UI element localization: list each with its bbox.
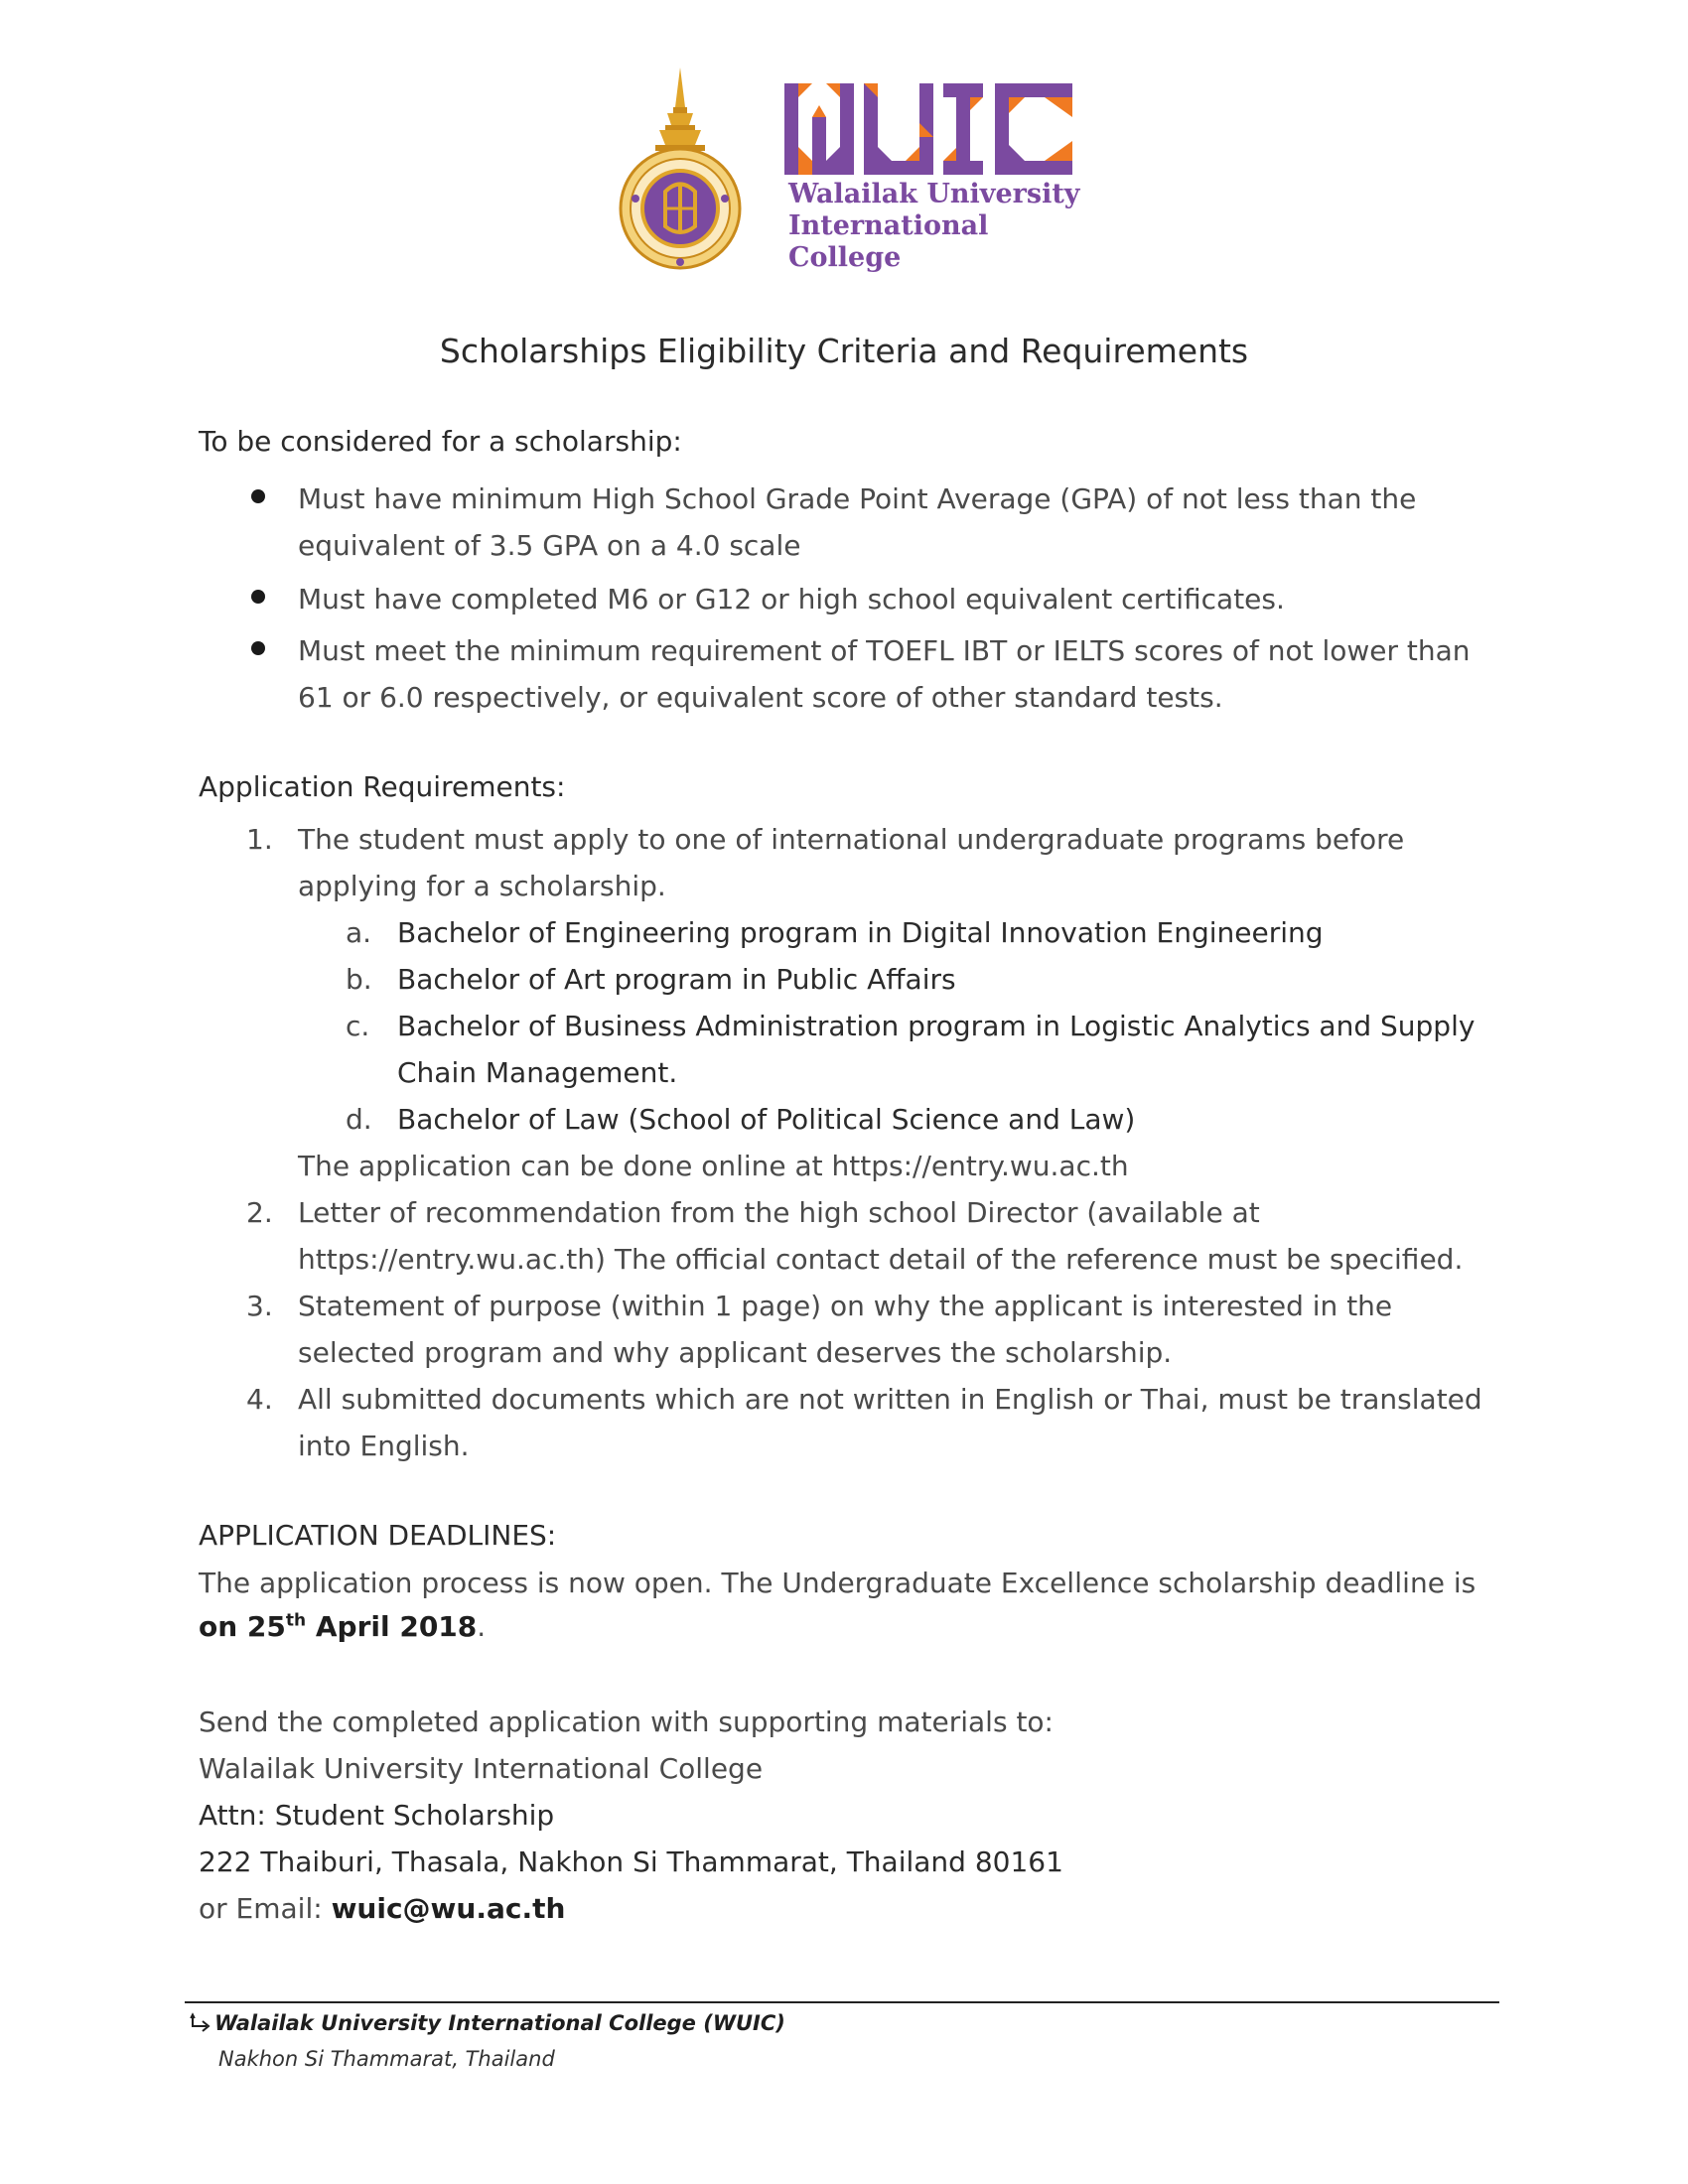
contact-org: Walailak University International College [199, 1752, 764, 1785]
requirement-number: 1. [246, 823, 273, 856]
bullet-icon [251, 641, 265, 655]
logo-name-line-2: International [788, 210, 989, 241]
deadline-date-ordinal: th [285, 1610, 307, 1631]
program-letter: a. [346, 916, 372, 949]
requirement-number: 4. [246, 1383, 273, 1416]
footer-college-name: Walailak University International College (WUIC) [214, 2011, 785, 2035]
wuic-logo [616, 68, 1082, 276]
deadlines-heading: APPLICATION DEADLINES: [199, 1519, 557, 1552]
eligibility-item-text: Must meet the minimum requirement of TOEFL IBT or IELTS scores of not lower than 61 or 6.0 respectively, or equivalent score of other standard tests. [298, 634, 1471, 714]
program-letter: b. [346, 963, 372, 996]
bullet-icon [251, 590, 265, 604]
program-text: Bachelor of Business Administration program in Logistic Analytics and Supply Chain Management. [397, 1010, 1476, 1089]
contact-email-line [199, 1892, 565, 1925]
contact-address: 222 Thaiburi, Thasala, Nakhon Si Thammarat, Thailand 80161 [199, 1845, 1063, 1878]
requirement-number: 2. [246, 1196, 273, 1229]
program-letter: d. [346, 1103, 372, 1136]
wuic-wordmark-icon [784, 83, 1072, 175]
contact-attn: Attn: Student Scholarship [199, 1799, 555, 1832]
contact-intro: Send the completed application with supporting materials to: [199, 1706, 1054, 1738]
bullet-icon [251, 489, 265, 503]
requirement-text: Statement of purpose (within 1 page) on why the applicant is interested in the selected program and why applicant deserves the scholarship. [298, 1290, 1393, 1369]
deadlines-text: The application process is now open. The Undergraduate Excellence scholarship deadline is [199, 1567, 1477, 1599]
logo-college-name [788, 179, 1086, 274]
deadline-date-suffix: April 2018 [306, 1610, 478, 1643]
deadline-period: . [477, 1610, 487, 1643]
logo-name-line-1: Walailak University [788, 179, 1080, 209]
logo-name-line-3: College [788, 242, 902, 273]
eligibility-item-text: Must have minimum High School Grade Point Average (GPA) of not less than the equivalent of 3.5 GPA on a 4.0 scale [298, 482, 1417, 562]
program-letter: c. [346, 1010, 370, 1042]
university-seal-icon [616, 68, 745, 276]
program-text: Bachelor of Law (School of Political Science and Law) [397, 1103, 1136, 1136]
requirement-text: The student must apply to one of international undergraduate programs before applying for a scholarship. [298, 823, 1405, 902]
program-text: Bachelor of Art program in Public Affairs [397, 963, 956, 996]
requirement-text: All submitted documents which are not written in English or Thai, must be translated into English. [298, 1383, 1482, 1462]
requirements-heading: Application Requirements: [199, 770, 566, 803]
requirement-number: 3. [246, 1290, 273, 1322]
contact-email-label: or Email: [199, 1892, 332, 1925]
eligibility-item-text: Must have completed M6 or G12 or high school equivalent certificates. [298, 583, 1285, 615]
requirement-text: Letter of recommendation from the high school Director (available at https://entry.wu.ac.th) The official contact detail of the reference must be specified. [298, 1196, 1464, 1276]
contact-email-link[interactable]: wuic@wu.ac.th [331, 1892, 566, 1925]
eligibility-heading: To be considered for a scholarship: [199, 425, 682, 458]
page-title: Scholarships Eligibility Criteria and Requirements [439, 332, 1249, 370]
footer-divider [185, 2001, 1499, 2003]
deadline-date [199, 1610, 486, 1643]
deadline-date-prefix: on 25 [199, 1610, 286, 1643]
application-online-note: The application can be done online at https://entry.wu.ac.th [298, 1150, 1129, 1182]
footer-line-1 [189, 2011, 785, 2036]
return-arrow-icon [189, 2012, 214, 2036]
program-text: Bachelor of Engineering program in Digital Innovation Engineering [397, 916, 1324, 949]
footer-location: Nakhon Si Thammarat, Thailand [218, 2047, 555, 2071]
